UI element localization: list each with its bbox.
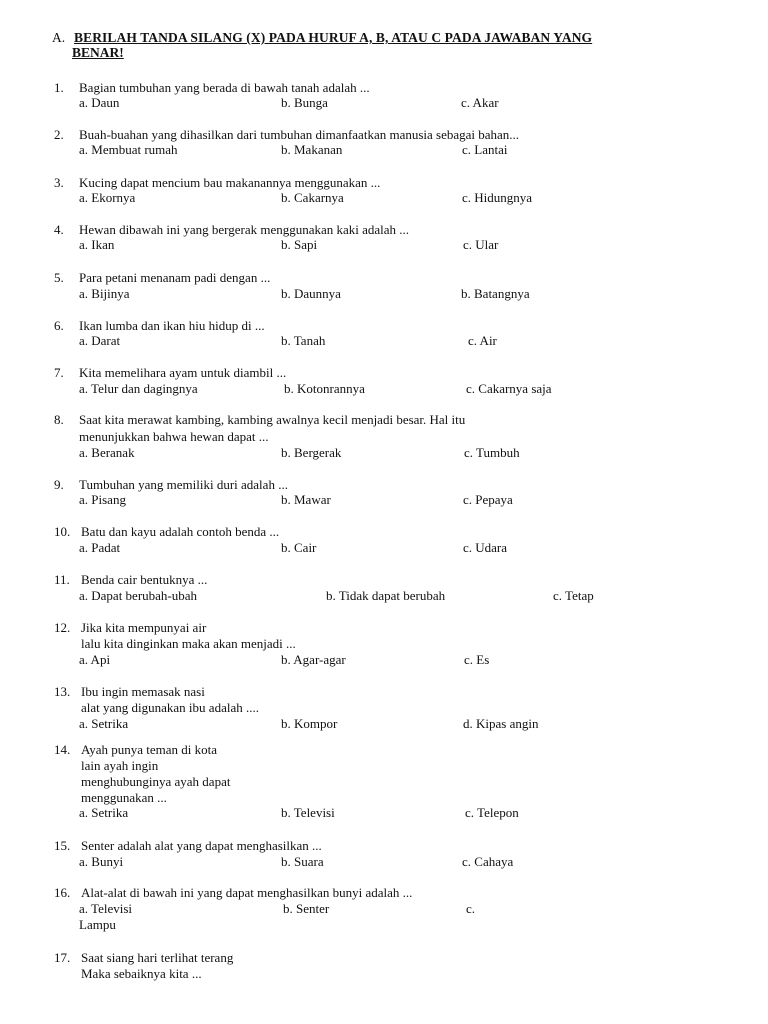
question-text: Alat-alat di bawah ini yang dapat menghasilkan bunyi adalah ...: [81, 885, 413, 900]
option-b[interactable]: b. Cakarnya: [281, 190, 344, 205]
option-c[interactable]: c. Hidungnya: [462, 190, 533, 205]
option-c[interactable]: c.: [466, 901, 476, 916]
question-text: Ibu ingin memasak nasi: [81, 684, 205, 699]
question-number: 2.: [54, 127, 64, 142]
option-c[interactable]: c. Pepaya: [463, 492, 513, 507]
option-b[interactable]: b. Makanan: [281, 142, 343, 157]
option-a[interactable]: a. Setrika: [79, 716, 129, 731]
option-c[interactable]: c. Tumbuh: [464, 445, 520, 460]
option-a[interactable]: a. Bunyi: [79, 854, 124, 869]
question-text: lalu kita dinginkan maka akan menjadi ...: [81, 636, 296, 651]
option-c[interactable]: c. Telepon: [465, 805, 519, 820]
option-a[interactable]: a. Membuat rumah: [79, 142, 178, 157]
option-c[interactable]: c. Es: [464, 652, 490, 667]
option-c[interactable]: c. Udara: [463, 540, 508, 555]
option-c[interactable]: c. Cahaya: [462, 854, 514, 869]
question-text: Bagian tumbuhan yang berada di bawah tanah adalah ...: [79, 80, 370, 95]
option-c[interactable]: c. Akar: [461, 95, 499, 110]
option-a[interactable]: a. Dapat berubah-ubah: [79, 588, 198, 603]
option-b[interactable]: b. Cair: [281, 540, 317, 555]
option-a[interactable]: a. Padat: [79, 540, 121, 555]
option-b[interactable]: b. Senter: [283, 901, 330, 916]
question-number: 4.: [54, 222, 64, 237]
option-a[interactable]: a. Beranak: [79, 445, 135, 460]
option-b[interactable]: b. Bunga: [281, 95, 328, 110]
question-number: 7.: [54, 365, 64, 380]
question-text: Benda cair bentuknya ...: [81, 572, 208, 587]
question-text: menunjukkan bahwa hewan dapat ...: [79, 429, 269, 444]
option-c[interactable]: c. Cakarnya saja: [466, 381, 552, 396]
option-c[interactable]: c. Tetap: [553, 588, 594, 603]
instruction-text-line1: BERILAH TANDA SILANG (X) PADA HURUF A, B, ATAU C PADA JAWABAN YANG: [74, 30, 593, 45]
question-number: 16.: [54, 885, 71, 900]
question-number: 14.: [54, 742, 71, 757]
question-text: Saat siang hari terlihat terang: [81, 950, 234, 965]
question-text: Para petani menanam padi dengan ...: [79, 270, 271, 285]
question-number: 13.: [54, 684, 71, 699]
question-text: lain ayah ingin: [81, 758, 159, 773]
question-number: 6.: [54, 318, 64, 333]
option-a[interactable]: a. Televisi: [79, 901, 133, 916]
question-number: 5.: [54, 270, 64, 285]
option-c[interactable]: c. Air: [468, 333, 497, 348]
question-text: Tumbuhan yang memiliki duri adalah ...: [79, 477, 288, 492]
option-b[interactable]: b. Bergerak: [281, 445, 342, 460]
option-c[interactable]: c. Ular: [463, 237, 499, 252]
question-text: Kita memelihara ayam untuk diambil ...: [79, 365, 287, 380]
question-text: menghubunginya ayah dapat: [81, 774, 231, 789]
question-number: 9.: [54, 477, 64, 492]
option-c[interactable]: c. Lantai: [462, 142, 508, 157]
option-b[interactable]: b. Televisi: [281, 805, 335, 820]
question-text: Kucing dapat mencium bau makanannya menggunakan ...: [79, 175, 381, 190]
question-number: 11.: [54, 572, 70, 587]
question-text: Saat kita merawat kambing, kambing awalnya kecil menjadi besar. Hal itu: [79, 412, 466, 427]
option-c[interactable]: b. Batangnya: [461, 286, 530, 301]
question-number: 15.: [54, 838, 71, 853]
option-b[interactable]: b. Mawar: [281, 492, 331, 507]
question-number: 3.: [54, 175, 64, 190]
question-number: 1.: [54, 80, 64, 95]
option-c-continuation: Lampu: [79, 917, 116, 932]
option-b[interactable]: b. Tidak dapat berubah: [326, 588, 446, 603]
question-text: Hewan dibawah ini yang bergerak menggunakan kaki adalah ...: [79, 222, 410, 237]
question-text: Batu dan kayu adalah contoh benda ...: [81, 524, 280, 539]
option-a[interactable]: a. Daun: [79, 95, 120, 110]
question-text: Maka sebaiknya kita ...: [81, 966, 202, 981]
option-b[interactable]: b. Tanah: [281, 333, 326, 348]
option-c[interactable]: d. Kipas angin: [463, 716, 539, 731]
option-a[interactable]: a. Setrika: [79, 805, 129, 820]
question-text: Ayah punya teman di kota: [81, 742, 217, 757]
option-a[interactable]: a. Bijinya: [79, 286, 130, 301]
option-b[interactable]: b. Suara: [281, 854, 324, 869]
option-b[interactable]: b. Kotonrannya: [284, 381, 365, 396]
option-a[interactable]: a. Pisang: [79, 492, 126, 507]
option-b[interactable]: b. Kompor: [281, 716, 338, 731]
question-text: Senter adalah alat yang dapat menghasilkan ...: [81, 838, 322, 853]
option-a[interactable]: a. Telur dan dagingnya: [79, 381, 198, 396]
question-number: 8.: [54, 412, 64, 427]
option-b[interactable]: b. Sapi: [281, 237, 318, 252]
option-a[interactable]: a. Darat: [79, 333, 121, 348]
question-text: menggunakan ...: [81, 790, 167, 805]
question-number: 17.: [54, 950, 71, 965]
option-a[interactable]: a. Ekornya: [79, 190, 136, 205]
question-number: 12.: [54, 620, 71, 635]
question-text: Ikan lumba dan ikan hiu hidup di ...: [79, 318, 265, 333]
option-b[interactable]: b. Agar-agar: [281, 652, 346, 667]
question-text: alat yang digunakan ibu adalah ....: [81, 700, 259, 715]
question-text: Buah-buahan yang dihasilkan dari tumbuhan dimanfaatkan manusia sebagai bahan...: [79, 127, 520, 142]
section-label: A.: [52, 30, 66, 45]
instruction-text-line2: BENAR!: [72, 45, 124, 60]
option-a[interactable]: a. Api: [79, 652, 111, 667]
question-number: 10.: [54, 524, 71, 539]
option-a[interactable]: a. Ikan: [79, 237, 115, 252]
option-b[interactable]: b. Daunnya: [281, 286, 341, 301]
question-text: Jika kita mempunyai air: [81, 620, 207, 635]
